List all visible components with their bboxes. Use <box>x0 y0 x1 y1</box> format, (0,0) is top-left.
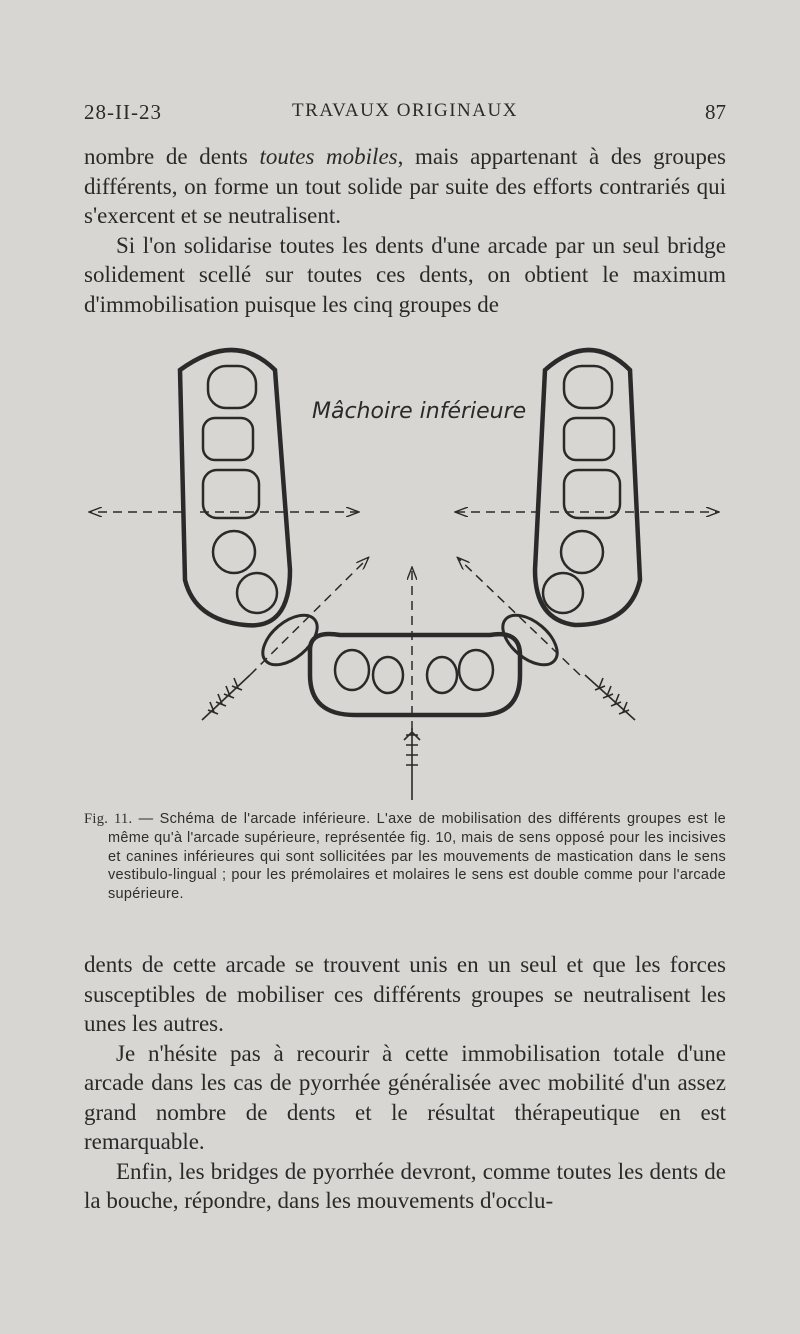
right-molar-group <box>535 350 640 625</box>
bottom-paragraph-1: dents de cette arcade se trouvent unis en un seul et que les forces susceptibles de mobiliser ces différents groupes se neutralisent les unes les autres. <box>84 952 726 1036</box>
running-header <box>84 100 726 130</box>
tooth-left-1 <box>208 366 256 408</box>
lower-arch-diagram <box>70 330 750 800</box>
incisor-3 <box>427 657 457 693</box>
feather-bottom <box>404 728 420 800</box>
tooth-left-2 <box>203 418 253 460</box>
caption-text: — Schéma de l'arcade inférieure. L'axe de mobilisation des différents groupes est le même qu'à l'arcade supérieure, représentée fig. 10, mais de sens opposé pour les incisives et canines inférieures qui sont sollicitées par les mouvements de mastication dans le sens vestibulo-lingual ; pour les prémolaires et molaires le sens est double comme pour l'arcade supérieure. <box>108 811 726 903</box>
feather-left <box>202 675 250 720</box>
tooth-left-5 <box>237 573 277 613</box>
figure-label: Mâchoire inférieure <box>312 399 527 424</box>
tooth-right-1 <box>564 366 612 408</box>
caption-figref: Fig. 11. <box>84 811 133 827</box>
top-paragraph-1 <box>84 142 726 231</box>
left-molar-group <box>180 350 290 625</box>
top-text-block <box>84 142 726 319</box>
tooth-right-5 <box>543 573 583 613</box>
tooth-right-2 <box>564 418 614 460</box>
incisor-4 <box>459 650 493 690</box>
header-date: 28-II-23 <box>84 100 162 124</box>
header-title: TRAVAUX ORIGINAUX <box>292 100 518 121</box>
tooth-right-4 <box>561 531 603 573</box>
bottom-text-block <box>84 950 726 1216</box>
tooth-right-3 <box>564 470 620 518</box>
feather-right <box>585 675 635 720</box>
incisor-group <box>310 634 520 715</box>
tooth-left-3 <box>203 470 259 518</box>
incisor-1 <box>335 650 369 690</box>
figure-caption <box>84 810 726 904</box>
caption-paragraph <box>84 810 726 904</box>
top-p1-italic: toutes mobiles <box>259 144 398 169</box>
top-p1-prefix: nombre de dents <box>84 144 260 169</box>
bottom-paragraph-3: Enfin, les bridges de pyorrhée devront, comme toutes les dents de la bouche, répondre, dans les mouvements d'occlu- <box>84 1158 726 1213</box>
tooth-left-4 <box>213 531 255 573</box>
incisor-2 <box>373 657 403 693</box>
top-p1-suffix: , mais appartenant à des groupes différents, on forme un tout solide par suite des efforts contrariés qui s'exercent et se neutralisent. <box>84 144 726 228</box>
top-paragraph-2: Si l'on solidarise toutes les dents d'une arcade par un seul bridge solidement scellé sur toutes ces dents, on obtient le maximum d'immobilisation puisque les cinq groupes de <box>84 232 726 317</box>
bottom-paragraph-2: Je n'hésite pas à recourir à cette immobilisation totale d'une arcade dans les cas de pyorrhée généralisée avec mobilité d'un assez grand nombre de dents et le résultat thérapeutique en est remarquable. <box>84 1040 726 1154</box>
page-number: 87 <box>705 100 726 124</box>
